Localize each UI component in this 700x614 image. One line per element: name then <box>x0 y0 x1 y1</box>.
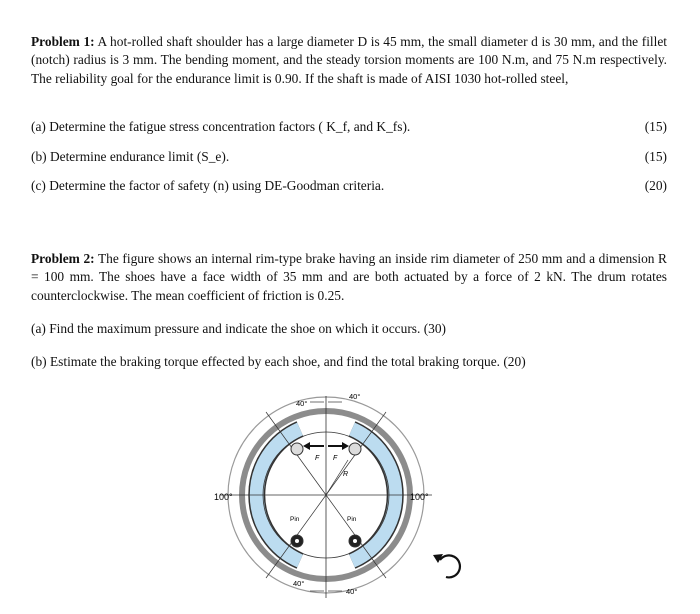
angle-label-bottom-left: 40° <box>293 579 305 588</box>
problem1-part-c <box>31 177 667 195</box>
force-label-right: F <box>333 455 338 462</box>
problem1-part-c-points: (20) <box>644 178 667 193</box>
problem1-part-a-points: (15) <box>644 119 667 134</box>
problem2-part-a <box>31 320 667 338</box>
pin-label-right: Pin <box>347 516 357 523</box>
problem1-part-a-text: (a) Determine the fatigue stress concentration factors ( K_f, and K_fs). <box>31 119 411 134</box>
problem1-part-b-points: (15) <box>644 149 667 164</box>
angle-label-left: 100° <box>214 492 233 502</box>
pin-label-left: Pin <box>290 516 300 523</box>
problem2-part-b <box>31 353 667 371</box>
problem1-part-c-text: (c) Determine the factor of safety (n) using DE-Goodman criteria. <box>31 178 385 193</box>
problem1-part-b <box>31 148 667 166</box>
counterclockwise-arrow-icon <box>433 554 460 577</box>
radius-label: R <box>343 471 349 478</box>
problem2-part-a-text: (a) Find the maximum pressure and indicate the shoe on which it occurs. (30) <box>31 321 446 336</box>
angle-label-top-left: 40° <box>296 399 308 408</box>
problem2-heading: Problem 2: <box>31 251 95 266</box>
problem1-heading: Problem 1: <box>31 34 95 49</box>
problem1-part-a <box>31 118 667 136</box>
problem2-body: The figure shows an internal rim-type brake having an inside rim diameter of 250 mm and a dimension R = 100 mm. The shoes have a face width of 35 mm and are both actuated by a force of 2 kN. The drum rotates counterclockwise. The mean coefficient of friction is 0.25. <box>31 251 667 303</box>
problem2-paragraph <box>31 250 667 305</box>
problem2-part-b-text: (b) Estimate the braking torque effected by each shoe, and find the total braking torque. (20) <box>31 354 526 369</box>
force-label-left: F <box>315 455 320 462</box>
problem1-part-b-text: (b) Determine endurance limit (S_e). <box>31 149 230 164</box>
angle-label-bottom-right: 40° <box>346 587 358 596</box>
problem1-body: A hot-rolled shaft shoulder has a large diameter D is 45 mm, the small diameter d is 30 mm, and the fillet (notch) radius is 3 mm. The bending moment, and the steady torsion moments are 100 N.m, and 75 N.m respectively. The reliability goal for the endurance limit is 0.90. If the shaft is made of AISI 1030 hot-rolled steel, <box>31 34 668 86</box>
angle-label-right: 100° <box>410 492 429 502</box>
brake-figure <box>200 388 492 604</box>
problem1-paragraph <box>31 33 667 88</box>
angle-label-top-right: 40° <box>349 392 361 401</box>
